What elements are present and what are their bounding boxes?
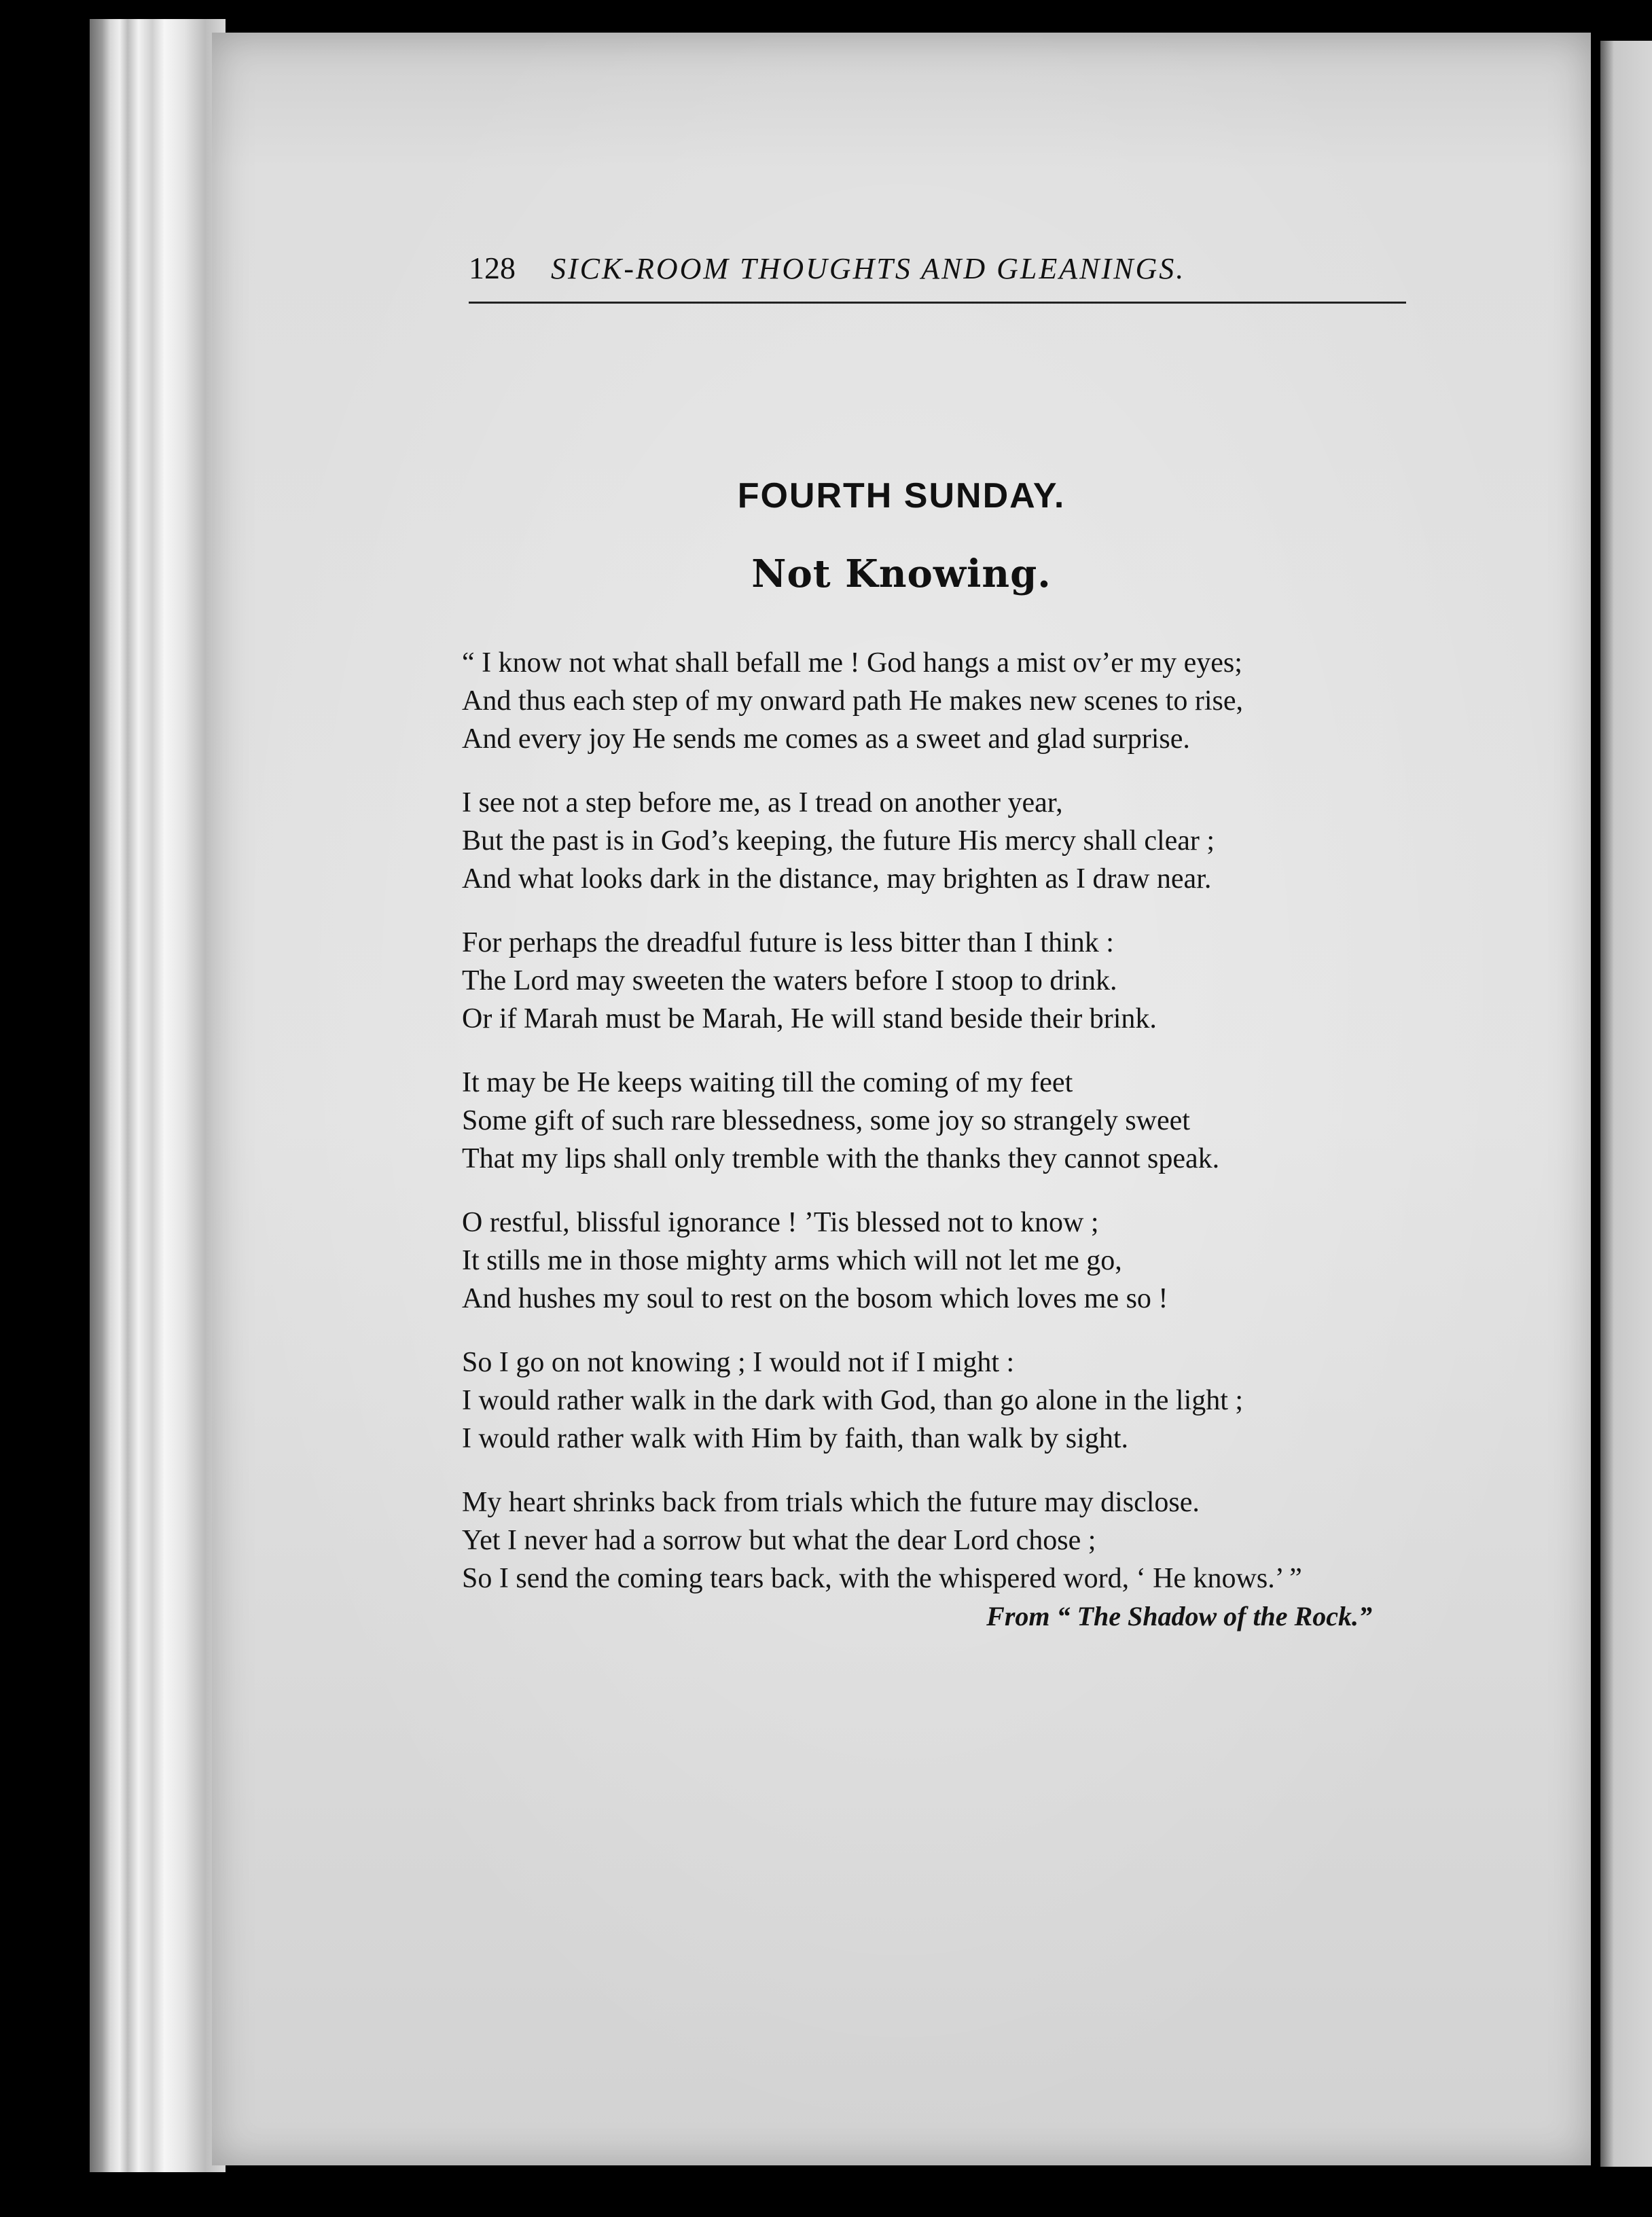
book-page-edges — [90, 19, 226, 2172]
book-title: SICK-ROOM THOUGHTS AND GLEANINGS. — [551, 252, 1186, 285]
poem-line: Or if Marah must be Marah, He will stand beside their brink. — [462, 1003, 1157, 1034]
poem-line: Yet I never had a sorrow but what the dear Lord chose ; — [462, 1525, 1096, 1556]
poem-line: O restful, blissful ignorance ! ’Tis blessed not to know ; — [462, 1207, 1099, 1238]
poem-body — [462, 644, 1413, 1623]
poem-line: That my lips shall only tremble with the thanks they cannot speak. — [462, 1143, 1220, 1174]
poem-line: For perhaps the dreadful future is less bitter than I think : — [462, 927, 1114, 958]
poem-line: And every joy He sends me comes as a sweet and glad surprise. — [462, 723, 1190, 755]
poem-line: And hushes my soul to rest on the bosom which loves me so ! — [462, 1283, 1168, 1314]
poem-title: Not Knowing. — [751, 552, 1052, 596]
section-title: FOURTH SUNDAY. — [737, 476, 1066, 516]
page-number: 128 — [469, 251, 516, 285]
poem-line: I see not a step before me, as I tread on another year, — [462, 787, 1063, 818]
stanza — [462, 924, 1413, 1038]
poem-line: And thus each step of my onward path He makes new scenes to rise, — [462, 685, 1244, 717]
poem-line: So I go on not knowing ; I would not if I might : — [462, 1347, 1015, 1378]
poem-line: So I send the coming tears back, with the whispered word, ‘ He knows.’ ” — [462, 1563, 1302, 1594]
poem-line: Some gift of such rare blessedness, some joy so strangely sweet — [462, 1105, 1190, 1136]
poem-line: I would rather walk in the dark with God, than go alone in the light ; — [462, 1385, 1244, 1416]
stanza — [462, 784, 1413, 898]
poem-line: It may be He keeps waiting till the coming of my feet — [462, 1067, 1073, 1098]
poem-line: But the past is in God’s keeping, the future His mercy shall clear ; — [462, 825, 1215, 857]
poem-line: “ I know not what shall befall me ! God hangs a mist ov’er my eyes; — [462, 647, 1242, 679]
poem-line: My heart shrinks back from trials which the future may disclose. — [462, 1487, 1200, 1518]
attribution: From “ The Shadow of the Rock.” — [986, 1601, 1372, 1632]
stanza — [462, 1344, 1413, 1458]
adjacent-page-edge — [1600, 41, 1652, 2167]
header-rule — [469, 302, 1406, 304]
poem-line: I would rather walk with Him by faith, than walk by sight. — [462, 1423, 1128, 1454]
poem-line: It stills me in those mighty arms which will not let me go, — [462, 1245, 1122, 1276]
stanza — [462, 1483, 1413, 1598]
stanza — [462, 1204, 1413, 1318]
poem-line: And what looks dark in the distance, may brighten as I draw near. — [462, 863, 1212, 895]
stanza — [462, 1064, 1413, 1178]
stanza — [462, 644, 1413, 758]
poem-line: The Lord may sweeten the waters before I stoop to drink. — [462, 965, 1117, 996]
running-header — [469, 250, 1406, 299]
